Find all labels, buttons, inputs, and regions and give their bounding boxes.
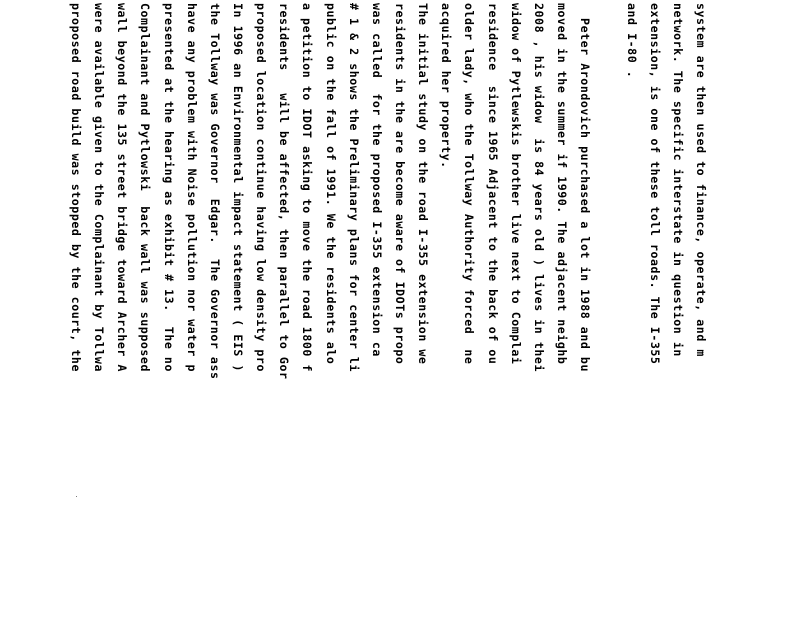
text-line: # 1 & 2 shows the Preliminary plans for center li	[346, 3, 361, 372]
text-line: moved in the summer if 1990. The adjacent neighb	[555, 3, 570, 365]
text-line: Peter Arondovich purchased a lot in 1988 and bu	[578, 3, 593, 372]
text-line: presented at the hearing as exhibit # 13. The no	[161, 3, 176, 372]
text-line: acquired her property.	[439, 3, 454, 169]
text-line: residence since 1965 Adjacent to the back of ou	[485, 3, 500, 365]
text-line: In 1996 an Environmental impact statement ( EIS )	[231, 3, 245, 372]
text-line: older lady, who the Tollway Authority forced ne	[462, 3, 477, 365]
scan-speck	[76, 496, 77, 497]
text-line: a petition to IDOT asking to move the road 1800 f	[300, 3, 315, 372]
text-line: 2008 , his widow is 84 years old ) lives in thei	[531, 3, 546, 372]
text-line: system are then used to finance, operate, and m	[694, 3, 708, 357]
text-line: Complainant and Pytlowski back wall was supposed	[138, 3, 153, 372]
text-line: have any problem with Noise pollution nor water p	[184, 3, 199, 372]
text-line: widow of Pytlewskis brother live next to Complai	[508, 3, 523, 365]
text-line: proposed road build was stopped by the court, the	[68, 3, 83, 372]
rotated-text-block	[68, 3, 720, 621]
text-line: was called for the proposed I-355 extension ca	[369, 3, 384, 357]
text-line: wall beyond the 135 street bridge toward Archer A	[115, 3, 130, 372]
text-line: residents in the are become aware of IDOTs propo	[393, 3, 408, 365]
text-line: were available given to the Complainant by Tollwa	[92, 3, 107, 372]
text-line: extension, is one of these toll roads. The I-355	[647, 3, 662, 365]
text-line: The initial study on the road I-355 extension we	[416, 3, 431, 365]
text-line: residents will be affected, then parallel to Gor	[277, 3, 292, 380]
text-line: the Tollway was Governor Edgar. The Governor ass	[207, 3, 222, 380]
text-line: public on the fall of 1991. We the residents alo	[323, 3, 338, 365]
text-line: network. The specific interstate in question in	[670, 3, 685, 357]
text-line: proposed location continue having low density pro	[254, 3, 269, 372]
text-line: and I-80 .	[624, 3, 639, 79]
